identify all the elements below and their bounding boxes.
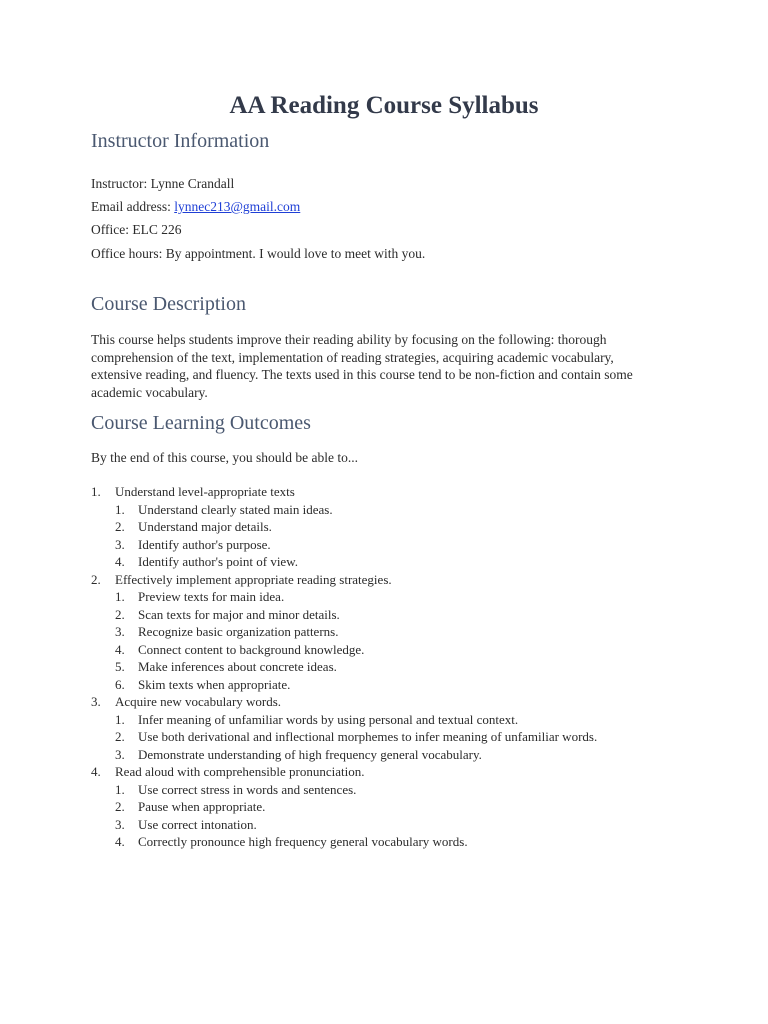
outcome-text: Acquire new vocabulary words.	[115, 694, 282, 709]
outcome-subitem	[91, 833, 597, 851]
outcome-subitem-row	[91, 728, 597, 746]
subitem-text: Preview texts for main idea.	[138, 589, 285, 604]
outcomes-intro: By the end of this course, you should be able to...	[91, 450, 358, 465]
subitem-text: Demonstrate understanding of high frequency general vocabulary.	[138, 746, 482, 762]
outcome-subitem-row	[91, 553, 597, 571]
subitem-text: Use correct intonation.	[138, 816, 257, 832]
outcome-subitem-row	[91, 798, 597, 816]
subitem-number: 4.	[115, 554, 125, 569]
outcome-subitem	[91, 641, 597, 659]
description-heading: Course Description	[91, 293, 246, 315]
subitem-text: Connect content to background knowledge.	[138, 641, 365, 657]
outcome-subitem-row	[91, 658, 597, 676]
outcome-item	[91, 571, 597, 589]
outcome-subitem-row	[91, 781, 597, 799]
outcome-subitem-row	[91, 623, 597, 641]
subitem-number: 4.	[115, 834, 125, 849]
subitem-text: Understand major details.	[138, 519, 272, 534]
outcome-subitem-row	[91, 676, 597, 694]
outcome-subitem	[91, 816, 597, 834]
office-line: Office: ELC 226	[91, 222, 182, 237]
outcome-item	[91, 763, 597, 781]
email-label: Email address:	[91, 199, 175, 214]
outcome-subitem	[91, 518, 597, 536]
outcome-subitem-row	[91, 833, 597, 851]
subitem-number: 4.	[115, 641, 125, 657]
outcome-subitem	[91, 553, 597, 571]
subitem-text: Make inferences about concrete ideas.	[138, 659, 337, 674]
outcome-subitem-row	[91, 711, 597, 729]
outcome-number: 3.	[91, 694, 101, 709]
subitem-text: Scan texts for major and minor details.	[138, 606, 340, 622]
subitem-text: Correctly pronounce high frequency general vocabulary words.	[138, 834, 468, 849]
subitem-text: Pause when appropriate.	[138, 799, 266, 814]
outcome-subitem-row	[91, 641, 597, 659]
outcome-subitem	[91, 606, 597, 624]
subitem-number: 2.	[115, 729, 125, 744]
email-link[interactable]: lynnec213@gmail.com	[174, 199, 301, 214]
subitem-number: 1.	[115, 501, 125, 517]
subitem-number: 5.	[115, 659, 125, 674]
outcome-subitem-row	[91, 816, 597, 834]
outcome-subitem	[91, 711, 597, 729]
subitem-text: Identify author's purpose.	[138, 536, 271, 552]
outcome-subitem-row	[91, 501, 597, 519]
outcome-subitem	[91, 728, 597, 746]
subitem-number: 1.	[115, 711, 125, 727]
subitem-number: 3.	[115, 624, 125, 639]
subitem-number: 3.	[115, 816, 125, 832]
subitem-number: 6.	[115, 676, 125, 692]
instructor-name: Instructor: Lynne Crandall	[91, 176, 235, 191]
outcome-subitem-row	[91, 518, 597, 536]
outcome-subitem	[91, 676, 597, 694]
subitem-text: Identify author's point of view.	[138, 554, 298, 569]
subitem-number: 3.	[115, 746, 125, 762]
subitem-text: Recognize basic organization patterns.	[138, 624, 339, 639]
outcome-text: Read aloud with comprehensible pronunciation.	[115, 764, 365, 779]
subitem-text: Infer meaning of unfamiliar words by using personal and textual context.	[138, 711, 519, 727]
outcome-subitem-row	[91, 588, 597, 606]
outcome-item	[91, 693, 597, 711]
outcome-number: 1.	[91, 484, 101, 499]
office-hours-line: Office hours: By appointment. I would love to meet with you.	[91, 246, 426, 261]
subitem-text: Understand clearly stated main ideas.	[138, 501, 333, 517]
outcome-subitem	[91, 781, 597, 799]
outcome-subitem	[91, 658, 597, 676]
instructor-heading: Instructor Information	[91, 130, 270, 152]
outcome-subitem	[91, 798, 597, 816]
page-title: AA Reading Course Syllabus	[229, 92, 539, 119]
subitem-number: 2.	[115, 519, 125, 534]
outcomes-list	[91, 483, 597, 851]
subitem-number: 3.	[115, 536, 125, 552]
outcome-number: 2.	[91, 571, 101, 587]
outcome-number: 4.	[91, 764, 101, 779]
description-text: This course helps students improve their reading ability by focusing on the following: thorough comprehension of the text, implementation of reading strategies, acquiring academic vocabulary, extensive reading, and fluency. The texts used in this course tend to be non-fiction and contain some academic vocabulary.	[91, 332, 633, 400]
outcome-subitem-row	[91, 746, 597, 764]
subitem-number: 2.	[115, 606, 125, 622]
email-line	[91, 199, 300, 215]
outcome-text: Effectively implement appropriate reading strategies.	[115, 571, 392, 587]
outcome-subitem	[91, 536, 597, 554]
subitem-text: Use both derivational and inflectional morphemes to infer meaning of unfamiliar words.	[138, 729, 598, 744]
subitem-text: Use correct stress in words and sentences.	[138, 781, 357, 797]
subitem-number: 1.	[115, 589, 125, 604]
outcome-subitem	[91, 588, 597, 606]
outcomes-heading: Course Learning Outcomes	[91, 412, 311, 434]
outcome-subitem-row	[91, 536, 597, 554]
outcome-subitem-row	[91, 606, 597, 624]
subitem-number: 2.	[115, 799, 125, 814]
outcome-text: Understand level-appropriate texts	[115, 484, 295, 499]
outcome-item	[91, 483, 597, 501]
subitem-number: 1.	[115, 781, 125, 797]
outcome-subitem	[91, 746, 597, 764]
outcome-subitem	[91, 623, 597, 641]
subitem-text: Skim texts when appropriate.	[138, 676, 291, 692]
outcome-subitem	[91, 501, 597, 519]
